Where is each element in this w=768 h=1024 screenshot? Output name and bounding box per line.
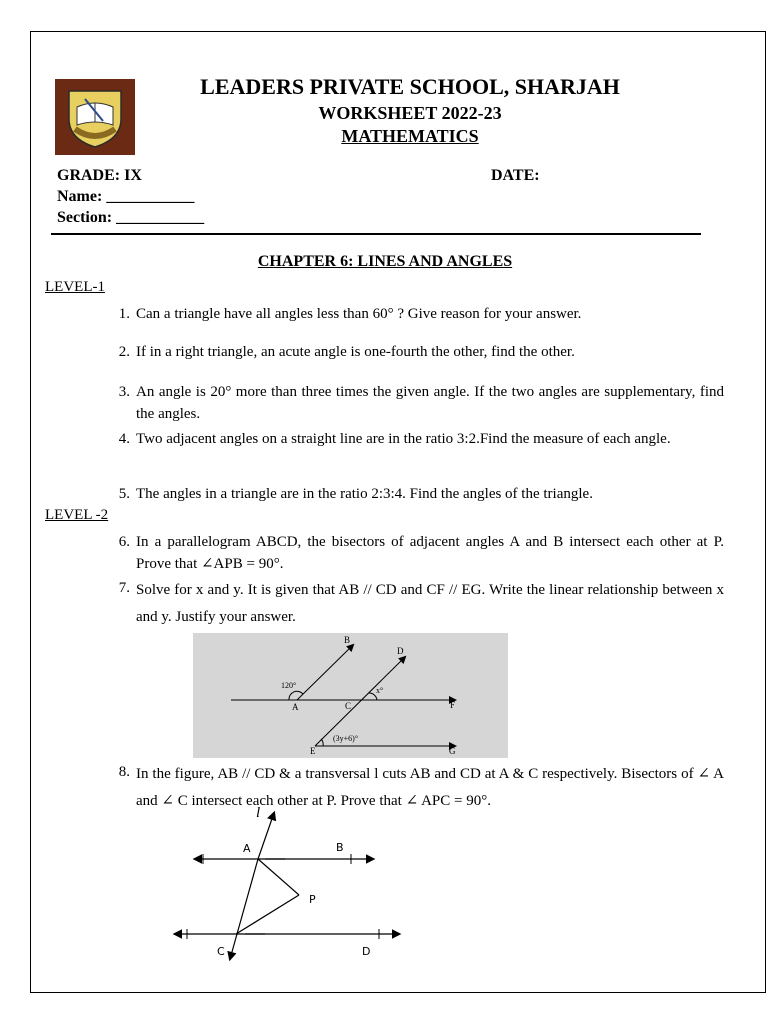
bisector-a	[258, 859, 299, 895]
fig1-label-e: E	[310, 746, 316, 756]
question-number: 8.	[118, 764, 130, 780]
question-number: 1.	[118, 306, 130, 322]
header-divider	[51, 233, 701, 235]
fig1-label-f: F	[450, 700, 456, 710]
question-4	[108, 428, 724, 450]
fig1-label-b: B	[344, 635, 351, 645]
figure-bisectors	[165, 805, 415, 970]
fig1-label-g: G	[449, 746, 456, 756]
question-5	[108, 483, 724, 505]
question-1	[108, 303, 724, 325]
worksheet-title: WORKSHEET 2022-23	[318, 103, 502, 123]
question-number: 4.	[118, 431, 130, 447]
fig2-label-l: l	[256, 805, 261, 821]
chapter-title: CHAPTER 6: LINES AND ANGLES	[257, 253, 513, 270]
question-text: The angles in a triangle are in the ratio 2:3:4. Find the angles of the triangle.	[136, 486, 593, 502]
fig2-label-p: P	[309, 893, 316, 906]
level-1-heading: LEVEL-1	[45, 279, 105, 295]
bisector-c	[236, 895, 299, 934]
school-name: LEADERS PRIVATE SCHOOL, SHARJAH	[200, 74, 620, 99]
fig1-angle-x: x°	[376, 686, 384, 695]
section-field: Section: ___________	[57, 209, 205, 226]
level-2-heading: LEVEL -2	[45, 507, 109, 523]
figure-parallel-lines-1	[193, 633, 508, 758]
question-2	[108, 341, 724, 363]
question-text: In the figure, AB // CD & a transversal l cuts AB and CD at A & C respectively. Bisectors of ∠ A and ∠ C intersect each other at P. Prove that ∠ APC = 90°.	[136, 766, 724, 809]
name-field: Name: ___________	[57, 188, 195, 205]
question-number: 7.	[118, 580, 130, 596]
bisectors-diagram	[165, 805, 415, 970]
line-ed	[315, 657, 405, 746]
question-6	[108, 531, 724, 575]
question-text: Two adjacent angles on a straight line are in the ratio 3:2.Find the measure of each angle.	[136, 431, 671, 447]
subject-title	[130, 126, 690, 147]
fig2-label-c: C	[217, 945, 225, 958]
fig1-angle-120: 120°	[281, 681, 297, 690]
fig2-label-a: A	[243, 842, 251, 855]
question-3	[108, 381, 724, 425]
fig2-label-b: B	[336, 841, 344, 854]
question-number: 5.	[118, 486, 130, 502]
fig1-angle-3y6: (3y+6)°	[333, 734, 359, 743]
question-7	[108, 577, 724, 631]
question-text: Can a triangle have all angles less than 60° ? Give reason for your answer.	[136, 306, 582, 322]
parallel-lines-diagram	[193, 633, 508, 758]
fig1-label-a: A	[292, 702, 299, 712]
fig1-label-c: C	[345, 701, 352, 711]
question-text: If in a right triangle, an acute angle is one-fourth the other, find the other.	[136, 344, 575, 360]
school-crest-icon	[63, 85, 127, 149]
question-text: Solve for x and y. It is given that AB // CD and CF // EG. Write the linear relationship between x and y. Justify your answer.	[136, 582, 724, 625]
fig1-label-d: D	[397, 646, 404, 656]
date-label: DATE:	[491, 167, 540, 184]
line-ab	[297, 645, 353, 700]
question-number: 6.	[118, 534, 130, 550]
question-text: In a parallelogram ABCD, the bisectors of adjacent angles A and B intersect each other at P. Prove that ∠APB = 90°.	[136, 534, 724, 572]
question-number: 3.	[118, 384, 130, 400]
subject-label: MATHEMATICS	[341, 126, 479, 146]
fig2-label-d: D	[362, 945, 371, 958]
school-logo	[55, 79, 135, 155]
question-text: An angle is 20° more than three times the given angle. If the two angles are supplementary, find the angles.	[136, 384, 724, 422]
transversal-l	[258, 813, 274, 859]
question-number: 2.	[118, 344, 130, 360]
grade-label: GRADE: IX	[57, 167, 142, 184]
